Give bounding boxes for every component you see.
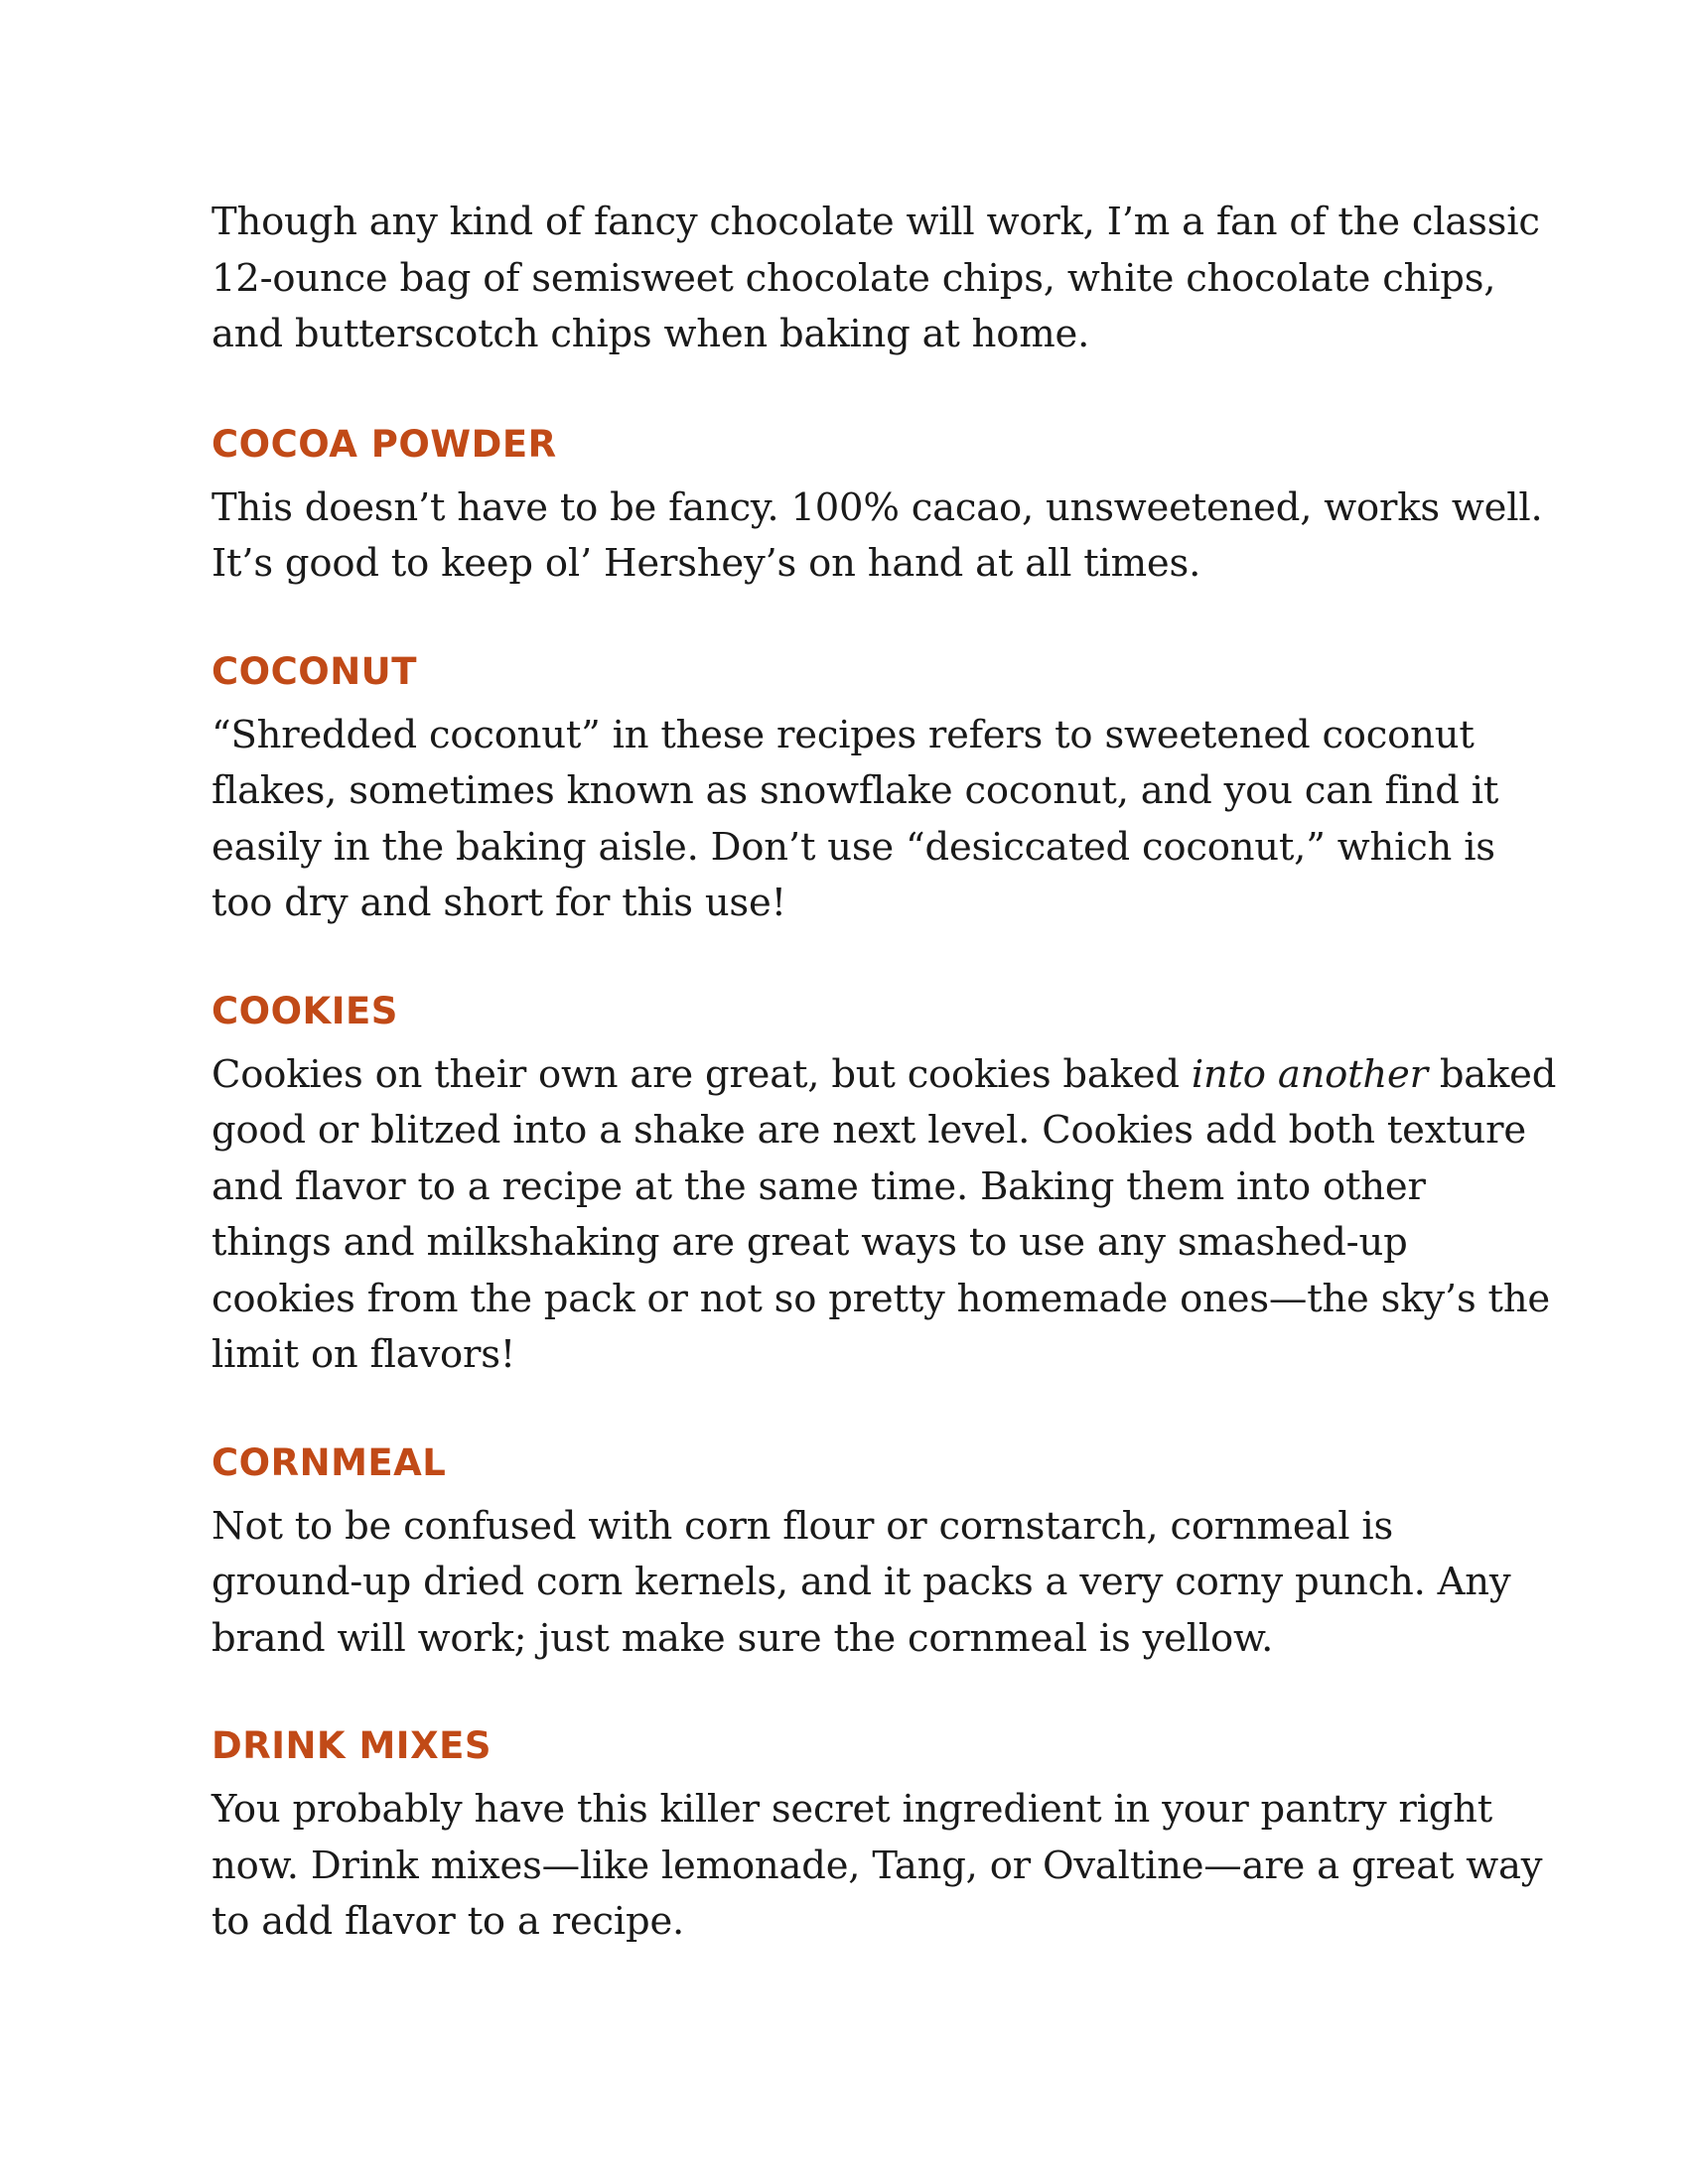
- italic-text: into another: [1191, 1051, 1428, 1097]
- paragraph-line: Not to be confused with corn flour or cornstarch, cornmeal is: [211, 1503, 1394, 1549]
- paragraph-line: and flavor to a recipe at the same time. Baking them into other: [211, 1163, 1426, 1209]
- section-cookies: [211, 989, 1557, 1384]
- paragraph-line: things and milkshaking are great ways to use any smashed-up: [211, 1220, 1408, 1265]
- section-paragraph: [211, 1782, 1543, 1951]
- section-paragraph: [211, 1499, 1511, 1668]
- section-heading: COOKIES: [211, 989, 398, 1032]
- section-drink-mixes: [211, 1724, 1543, 1951]
- paragraph-line: [211, 1047, 1557, 1104]
- paragraph-line: limit on flavors!: [211, 1332, 516, 1377]
- paragraph-line: too dry and short for this use!: [211, 881, 786, 925]
- intro-line: and butterscotch chips when baking at home.: [211, 312, 1090, 356]
- section-paragraph: [211, 480, 1543, 593]
- paragraph-line: ground-up dried corn kernels, and it packs a very corny punch. Any: [211, 1560, 1511, 1604]
- paragraph-line: It’s good to keep ol’ Hershey’s on hand at all times.: [211, 541, 1201, 586]
- paragraph-line: good or blitzed into a shake are next level. Cookies add both texture: [211, 1108, 1526, 1153]
- paragraph-line: flakes, sometimes known as snowflake coconut, and you can find it: [211, 768, 1499, 813]
- line-text: baked: [1427, 1051, 1557, 1097]
- section-heading: COCONUT: [211, 649, 417, 693]
- section-cocoa-powder: [211, 422, 1543, 593]
- paragraph-line: to add flavor to a recipe.: [211, 1899, 685, 1944]
- paragraph-line: easily in the baking aisle. Don’t use “desiccated coconut,” which is: [211, 824, 1495, 870]
- section-paragraph: [211, 1047, 1557, 1384]
- section-heading: CORNMEAL: [211, 1440, 447, 1484]
- section-heading: COCOA POWDER: [211, 422, 557, 466]
- paragraph-line: This doesn’t have to be fancy. 100% cacao, unsweetened, works well.: [211, 484, 1543, 530]
- intro-line: 12-ounce bag of semisweet chocolate chips, white chocolate chips,: [211, 255, 1496, 301]
- paragraph-line: now. Drink mixes—like lemonade, Tang, or Ovaltine—are a great way: [211, 1843, 1543, 1888]
- section-coconut: [211, 650, 1502, 932]
- section-heading: DRINK MIXES: [211, 1724, 492, 1767]
- line-text: Cookies on their own are great, but cookies baked: [211, 1051, 1192, 1097]
- section-paragraph: [211, 708, 1502, 932]
- document-page: [211, 195, 1557, 2006]
- paragraph-line: brand will work; just make sure the cornmeal is yellow.: [211, 1615, 1274, 1661]
- section-cornmeal: [211, 1440, 1511, 1668]
- paragraph-line: You probably have this killer secret ingredient in your pantry right: [211, 1787, 1493, 1832]
- paragraph-line: “Shredded coconut” in these recipes refers to sweetened coconut: [211, 712, 1475, 757]
- intro-paragraph: [211, 195, 1540, 363]
- paragraph-line: cookies from the pack or not so pretty homemade ones—the sky’s the: [211, 1276, 1551, 1321]
- intro-line: Though any kind of fancy chocolate will work, I’m a fan of the classic: [211, 200, 1540, 244]
